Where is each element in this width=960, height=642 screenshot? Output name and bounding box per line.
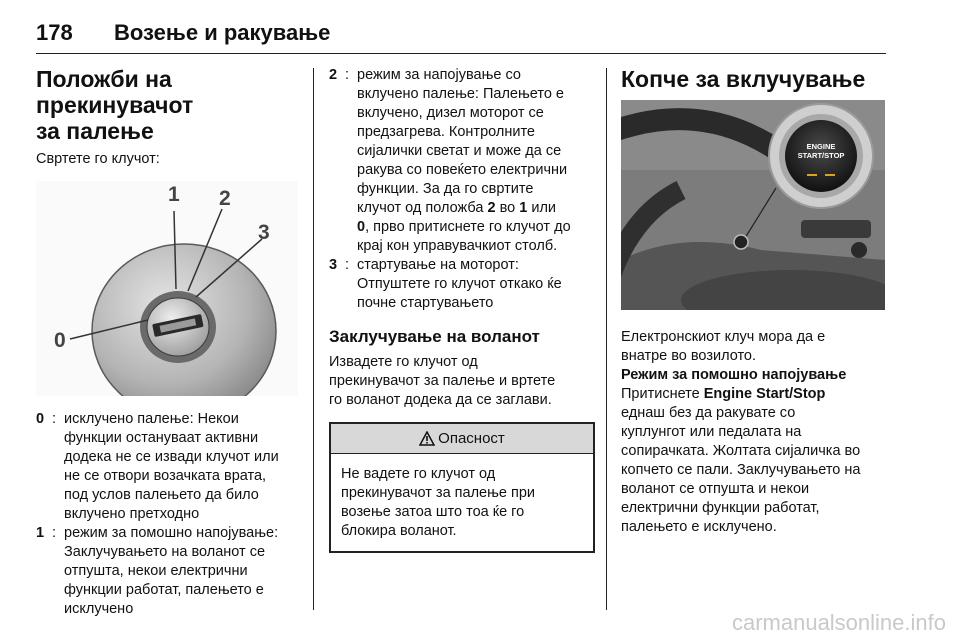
steering-lock-heading: Заклучување на воланот	[329, 327, 540, 346]
dashboard-photo	[621, 100, 885, 310]
running-title: Возење и ракување	[114, 20, 331, 45]
acc-mode-text: Притиснете Engine Start/Stop еднаш без да ракувате со куплунгот или педалата на сопирачката. Жолтата сијаличка во копчето се пали. Заклучувањето на воланот се отпушта и некои електрични функции работат, палењето е исклучено.	[621, 386, 861, 535]
ignition-intro: Свртете го клучот:	[36, 151, 160, 167]
power-button-text: Електронскиот клуч мора да е внатре во возилото.	[621, 329, 826, 364]
column-divider	[313, 68, 314, 610]
figure-label-3: 3	[258, 221, 270, 244]
engine-start-stop-button: ENGINE START/STOP	[797, 142, 845, 160]
figure-label-1: 1	[168, 183, 180, 206]
power-button-column	[621, 66, 887, 537]
danger-title: Опасност	[438, 430, 505, 447]
warning-triangle-icon	[419, 431, 435, 446]
position-2-item: 2 : режим за напојување со вклучено палење: Палењето е вклучено, дизел моторот се предзагрева. Контролните сијалички светат и може да се ракува со повеќето електрични функции. За да го свртите клучот од положба 2 во 1 или 0, прво притиснете го клучот до крај кон управувачкиот столб.	[329, 67, 571, 254]
danger-header	[331, 424, 593, 454]
danger-box	[329, 422, 595, 553]
ignition-heading: Положби на прекинувачот за палење	[36, 66, 194, 144]
ignition-switch-illustration	[36, 181, 298, 396]
position-1-item: 1 : режим за помошно напојување: Заклучувањето на воланот се отпушта, некои електрични функции работат, палењето е исклучено	[36, 525, 279, 617]
position-3-item: 3 : стартување на моторот: Отпуштете го клучот откако ќе почне стартувањето	[329, 257, 562, 311]
ignition-column	[36, 66, 300, 619]
position-0-item: 0 : исклучено палење: Некои функции остануваат активни додека не се извади клучот или не се отвори возачката врата, под услов палењето да било вклучено претходно	[36, 411, 279, 522]
steering-lock-text: Извадете го клучот од прекинувачот за палење и вртете го воланот додека да се заглави.	[329, 354, 556, 408]
ignition-switch-figure	[36, 181, 298, 396]
acc-mode-heading: Режим за помошно напојување	[621, 367, 847, 383]
power-button-heading: Копче за вклучување	[621, 66, 866, 92]
page-number: 178	[36, 20, 73, 45]
column-divider	[606, 68, 607, 610]
figure-label-2: 2	[219, 187, 231, 210]
page-header	[36, 14, 886, 54]
danger-text: Не вадете го клучот од прекинувачот за палење при возење затоа што тоа ќе го блокира воланот.	[341, 466, 536, 539]
figure-label-0: 0	[54, 329, 66, 352]
power-button-figure	[621, 100, 885, 310]
middle-column	[329, 66, 595, 553]
watermark: carmanualsonline.info	[731, 610, 946, 635]
